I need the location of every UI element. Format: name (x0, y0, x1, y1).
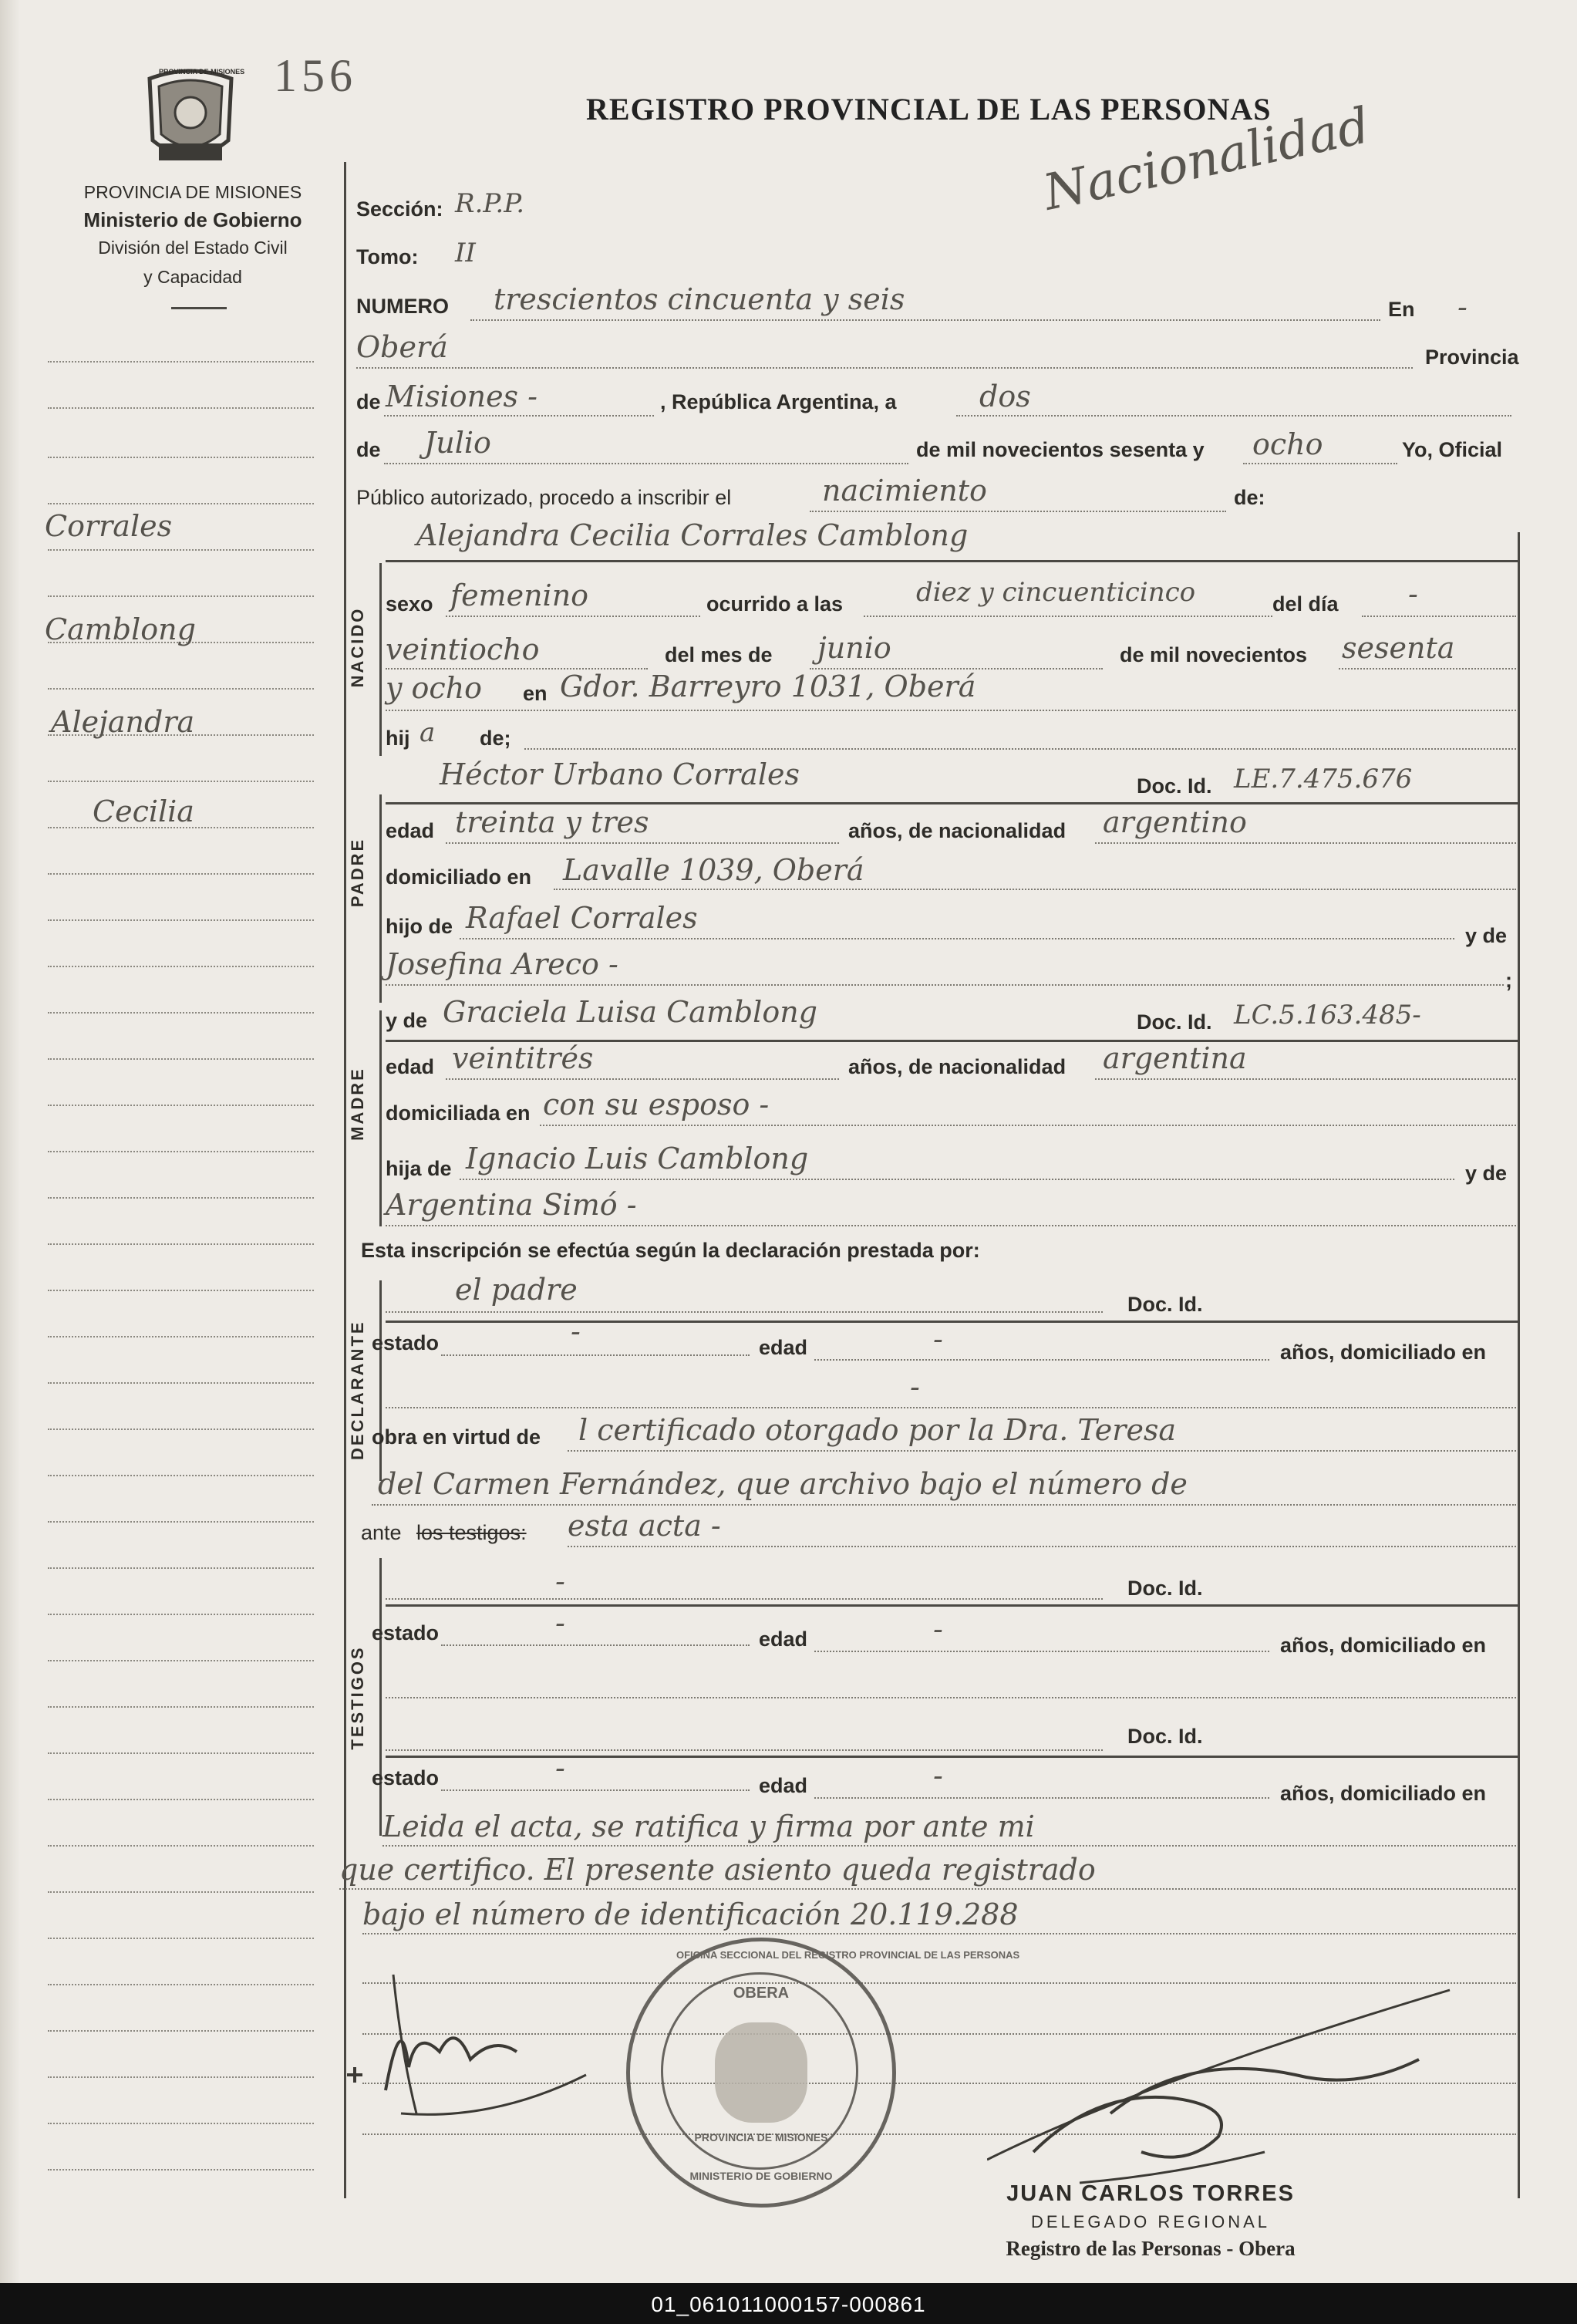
madre-hija-de-label: hija de (386, 1157, 452, 1180)
madre-nac-value: argentina (1103, 1041, 1247, 1075)
madre-doc-label: Doc. Id. (1137, 1010, 1212, 1034)
seal-ministry-text: MINISTERIO DE GOBIERNO (689, 2170, 833, 2182)
mes-nac-value: junio (817, 631, 891, 665)
ministry-label: Ministerio de Gobierno (83, 208, 302, 231)
section-label-testigos: TESTIGOS (348, 1645, 367, 1750)
hij-suffix-value: a (420, 717, 436, 748)
madre-value: Graciela Luisa Camblong (443, 995, 818, 1029)
obra-value-3: esta acta - (568, 1509, 721, 1543)
anio-nac-value: sesenta (1342, 631, 1455, 665)
province-label: PROVINCIA DE MISIONES (83, 182, 302, 202)
hij-label: hij (386, 727, 410, 750)
capacity-label: y Capacidad (143, 267, 242, 287)
file-id-bar (0, 2283, 1577, 2324)
padre-value: Héctor Urbano Corrales (440, 757, 800, 791)
margin-given-name-1: Alejandra (51, 705, 195, 739)
closing-line-2: que certifico. El presente asiento queda registrado (339, 1853, 1096, 1887)
seal-city-text: OBERA (733, 1985, 790, 2002)
publico-label: Público autorizado, procedo a inscribir el (356, 486, 732, 509)
section-label-declarante: DECLARANTE (348, 1320, 367, 1460)
padre-edad-value: treinta y tres (455, 805, 649, 839)
lugar-value: Oberá (356, 330, 448, 364)
official-signature (987, 1975, 1481, 2206)
main-right-rule (1518, 532, 1520, 2198)
semicolon-label: ; (1505, 969, 1512, 992)
main-left-rule (344, 162, 346, 2198)
mes-value: Julio (424, 426, 491, 460)
testigo2-estado-value: - (555, 1751, 565, 1785)
de-semicolon-label: de; (480, 727, 511, 750)
file-id: 01_061011000157-000861 (651, 2292, 926, 2316)
seccion-value: R.P.P. (455, 188, 524, 219)
testigos-label: los testigos: (416, 1521, 527, 1544)
testigo1-estado-label: estado (372, 1621, 440, 1644)
madre-edad-label: edad (386, 1055, 435, 1078)
registry-seal (626, 1938, 1020, 2208)
declarante-edad-value: - (933, 1322, 943, 1356)
tomo-value: II (455, 238, 476, 268)
padre-nac-value: argentino (1103, 805, 1247, 839)
numero-label: NUMERO (356, 295, 449, 318)
madre-domicilio-label: domiciliada en (386, 1101, 531, 1125)
ocurrido-label: ocurrido a las (706, 592, 844, 616)
official-office: Registro de las Personas - Obera (1006, 2237, 1296, 2260)
madre-hija-de-value: Ignacio Luis Camblong (466, 1142, 809, 1175)
obra-label: obra en virtud de (372, 1425, 541, 1449)
sexo-label: sexo (386, 592, 433, 616)
padre-domicilio-value: Lavalle 1039, Oberá (563, 853, 864, 887)
testigo1-dash: - (555, 1564, 565, 1598)
padre-edad-label: edad (386, 819, 435, 842)
declarante-value: el padre (455, 1273, 578, 1307)
padre-hijo-de-label: hijo de (386, 915, 453, 938)
provincia-label: Provincia (1425, 346, 1519, 369)
seal-emblem-icon (715, 2022, 807, 2123)
page-number: 156 (274, 50, 357, 101)
official-role: DELEGADO REGIONAL (1030, 2212, 1271, 2231)
hora-value: diez y cincuenticinco (916, 577, 1196, 608)
testigo1-edad-label: edad (759, 1627, 808, 1651)
padre-anios-label: años, de nacionalidad (848, 819, 1066, 842)
declarante-doc-label: Doc. Id. (1127, 1293, 1203, 1316)
madre-madre-value: Argentina Simó - (386, 1188, 637, 1222)
provincia-value: Misiones - (386, 379, 537, 413)
inscripcion-label: Esta inscripción se efectúa según la declaración prestada por: (361, 1239, 980, 1262)
madre-y-de-label: y de (386, 1009, 428, 1032)
sexo-value: femenino (450, 578, 589, 612)
seal-province-text: PROVINCIA DE MISIONES (694, 2131, 828, 2144)
province-crest-icon (143, 63, 238, 171)
margin-surname-2: Camblong (45, 612, 196, 646)
padre-madre-value: Josefina Areco - (386, 947, 618, 981)
testigo1-edad-value: - (933, 1612, 943, 1646)
testigo2-edad-label: edad (759, 1774, 808, 1797)
declarante-edad-label: edad (759, 1336, 808, 1359)
republica-label: , República Argentina, a (660, 390, 897, 413)
en-lower-label: en (523, 682, 548, 705)
del-mes-label: del mes de (665, 643, 773, 666)
testigo1-estado-value: - (555, 1606, 565, 1640)
madre-y-de-label-2: y de (1465, 1162, 1508, 1185)
padre-y-de-label: y de (1465, 924, 1508, 947)
yo-oficial-label: Yo, Oficial (1402, 438, 1503, 461)
declarante-anios-label: años, domiciliado en (1280, 1341, 1487, 1364)
numero-value: trescientos cincuenta y seis (494, 282, 905, 316)
madre-doc-value: LC.5.163.485- (1234, 1000, 1421, 1030)
section-label-madre: MADRE (348, 1067, 367, 1141)
de-label-1: de (356, 390, 381, 413)
obra-value-2: del Carmen Fernández, que archivo bajo el número de (378, 1467, 1188, 1501)
margin-annotation: Nacionalidad (1038, 97, 1375, 222)
en-value: - (1457, 290, 1467, 324)
closing-line-3: bajo el número de identificación 20.119.288 (362, 1897, 1019, 1931)
nombre-value: Alejandra Cecilia Corrales Camblong (416, 518, 969, 552)
official-name: JUAN CARLOS TORRES (1006, 2181, 1295, 2206)
del-dia-label: del día (1272, 592, 1339, 616)
declarante-estado-label: estado (372, 1331, 440, 1354)
header-divider (171, 307, 227, 309)
padre-hijo-de-value: Rafael Corrales (466, 901, 698, 935)
de-colon-label: de: (1234, 486, 1265, 509)
tomo-label: Tomo: (356, 245, 419, 268)
acto-value: nacimiento (822, 474, 987, 508)
seal-outer-text: OFICINA SECCIONAL DEL REGISTRO PROVINCIAL DE LAS PERSONAS (676, 1949, 1020, 1961)
madre-anios-label: años, de nacionalidad (848, 1055, 1066, 1078)
testigo2-doc-label: Doc. Id. (1127, 1725, 1203, 1748)
closing-line-1: Leida el acta, se ratifica y firma por ante mi (382, 1810, 1035, 1843)
anio-nac-value-2: y ocho (386, 671, 483, 705)
section-label-padre: PADRE (348, 837, 367, 908)
mil-nov-label: de mil novecientos (1120, 643, 1308, 666)
padre-doc-label: Doc. Id. (1137, 774, 1212, 798)
en-label: En (1388, 298, 1415, 321)
document-title: REGISTRO PROVINCIAL DE LAS PERSONAS (586, 92, 1272, 126)
de-mil-label: de mil novecientos sesenta y (916, 438, 1205, 461)
testigo2-edad-value: - (933, 1759, 943, 1793)
testigo2-estado-label: estado (372, 1766, 440, 1789)
testigo2-anios-label: años, domiciliado en (1280, 1782, 1487, 1805)
section-label-nacido: NACIDO (348, 606, 367, 688)
margin-given-name-2: Cecilia (93, 794, 194, 828)
obra-value-1: l certificado otorgado por la Dra. Teresa (578, 1413, 1177, 1447)
del-dia-value: - (1408, 577, 1418, 611)
madre-domicilio-value: con su esposo - (543, 1088, 770, 1122)
margin-surname-1: Corrales (45, 509, 173, 543)
dia-nac-value: veintiocho (386, 632, 540, 666)
padre-doc-value: LE.7.475.676 (1234, 764, 1413, 794)
declarante-estado-value: - (571, 1314, 581, 1348)
declarante-domicilio-value: - (910, 1370, 920, 1404)
declarant-signature (339, 1959, 601, 2129)
domicilio-nac-value: Gdor. Barreyro 1031, Oberá (560, 670, 976, 703)
padre-domicilio-label: domiciliado en (386, 865, 532, 889)
dia-value: dos (979, 379, 1031, 413)
testigo1-anios-label: años, domiciliado en (1280, 1634, 1487, 1657)
division-label: División del Estado Civil (98, 238, 288, 258)
de-label-2: de (356, 438, 381, 461)
crest-text: PROVINCIA DE MISIONES (159, 68, 245, 76)
anio-value: ocho (1252, 427, 1323, 461)
ante-label: ante (361, 1521, 402, 1544)
testigo1-doc-label: Doc. Id. (1127, 1577, 1203, 1600)
madre-edad-value: veintitrés (452, 1041, 594, 1075)
seccion-label: Sección: (356, 197, 443, 221)
